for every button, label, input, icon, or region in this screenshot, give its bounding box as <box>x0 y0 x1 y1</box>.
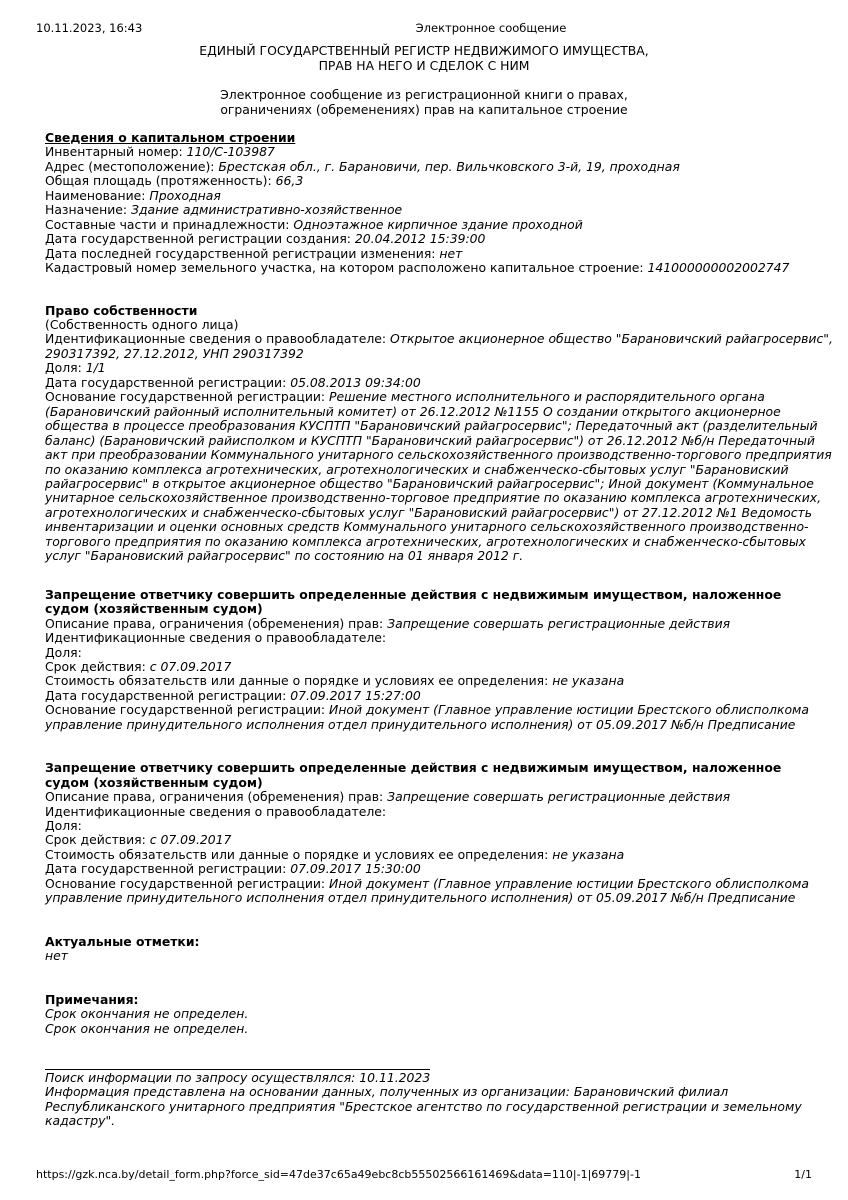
field-label: Кадастровый номер земельного участка, на котором расположено капитальное строение: <box>45 260 648 276</box>
field-value: не указана <box>552 846 625 862</box>
field-label: Стоимость обязательств или данные о порядке и условиях ее определения: <box>45 673 553 689</box>
restriction-section <box>45 761 835 906</box>
field-value: 05.08.2013 09:34:00 <box>290 374 421 390</box>
section-heading: Запрещение ответчику совершить определенные действия с недвижимым имуществом, наложенное <box>45 586 782 602</box>
field-term <box>45 660 835 674</box>
field-value: нет <box>439 245 463 261</box>
section-heading: Сведения о капитальном строении <box>45 130 296 145</box>
ownership-kind: (Собственность одного лица) <box>45 316 239 332</box>
field-value: не указана <box>552 673 625 689</box>
document-title-line: ЕДИНЫЙ ГОСУДАРСТВЕННЫЙ РЕГИСТР НЕДВИЖИМОГО ИМУЩЕСТВА, <box>199 43 649 58</box>
basis-line: агротехнологических и снабженческо-сбытовых услуг "Барановиский райагросервис") от 27.12.2012 №1 Ведомость <box>45 504 813 520</box>
document-title <box>0 44 848 73</box>
field-label: Доля: <box>45 360 86 376</box>
field-label: Общая площадь (протяженность): <box>45 173 276 189</box>
print-datetime: 10.11.2023, 16:43 <box>36 21 143 35</box>
spacer <box>45 564 835 588</box>
field-label: Назначение: <box>45 202 132 218</box>
field-value: Проходная <box>149 187 221 203</box>
basis-line: инвентаризации и оценки основных средств Коммунального унитарного сельскохозяйственного производственно- <box>45 519 809 535</box>
field-registration-basis <box>45 390 835 404</box>
field-share: Доля: <box>45 644 82 660</box>
field-label: Составные части и принадлежности: <box>45 216 294 232</box>
field-label: Стоимость обязательств или данные о порядке и условиях ее определения: <box>45 846 553 862</box>
section-heading: Запрещение ответчику совершить определенные действия с недвижимым имуществом, наложенное <box>45 760 782 776</box>
field-label: Наименование: <box>45 187 150 203</box>
field-value: 66,3 <box>275 173 304 189</box>
notes-section <box>45 993 835 1036</box>
actual-marks-value: нет <box>45 948 68 964</box>
field-label: Инвентарный номер: <box>45 144 187 160</box>
section-heading-cont: судом (хозяйственным судом) <box>45 774 263 790</box>
note-item: Срок окончания не определен. <box>45 1020 249 1036</box>
field-value: 141000000002002747 <box>647 260 790 276</box>
basis-line: услуг "Барановиский райагросервис" по состоянию на 01 января 2012 г. <box>45 548 524 564</box>
field-value: Решение местного исполнительного и распорядительного органа <box>329 389 765 405</box>
spacer <box>45 906 835 935</box>
section-heading-cont: судом (хозяйственным судом) <box>45 601 263 617</box>
footnote-section <box>45 1069 835 1129</box>
basis-line: баланс) (Барановичский райисполком и КУСПТП "Барановичский райагросервис") от 26.12.2012 №б/н Передаточный <box>45 432 815 448</box>
field-value: Открытое акционерное общество "Барановичский райагросервис", <box>390 331 833 347</box>
field-label: Срок действия: <box>45 832 150 848</box>
field-value: Здание административно-хозяйственное <box>131 202 403 218</box>
field-value: Одноэтажное кирпичное здание проходной <box>293 216 583 232</box>
basis-line: по оказанию комплекса агротехнических, агротехнологических и снабженческо-сбытовых услуг "Барановиский <box>45 461 789 477</box>
note-item: Срок окончания не определен. <box>45 1006 249 1022</box>
field-value: 110/C-103987 <box>186 144 275 160</box>
field-value: 07.09.2017 15:27:00 <box>290 687 421 703</box>
footnote-line: Поиск информации по запросу осуществлялся: 10.11.2023 <box>45 1070 431 1086</box>
field-label: Идентификационные сведения о правообладателе: <box>45 331 390 347</box>
field-value: Иной документ (Главное управление юстиции Брестского облисполкома <box>329 702 809 718</box>
restriction-section <box>45 588 835 733</box>
field-label: Адрес (местоположение): <box>45 158 219 174</box>
field-creation-registration-date <box>45 232 835 246</box>
field-rights-holder: Идентификационные сведения о правообладателе: <box>45 630 387 646</box>
field-cost <box>45 674 835 688</box>
document-subtitle <box>0 88 848 117</box>
field-rights-holder <box>45 332 835 346</box>
field-value: 1/1 <box>85 360 106 376</box>
field-rights-holder: Идентификационные сведения о правообладателе: <box>45 803 387 819</box>
field-name <box>45 189 835 203</box>
field-label: Дата государственной регистрации: <box>45 687 291 703</box>
field-restriction-description <box>45 617 835 631</box>
field-label: Описание права, ограничения (обременения) прав: <box>45 615 388 631</box>
document-subtitle-line: ограничениях (обременениях) прав на капитальное строение <box>220 101 628 117</box>
field-value: 20.04.2012 15:39:00 <box>354 231 486 247</box>
spacer <box>45 964 835 993</box>
basis-line: управление принудительного исполнения отдел принудительного исполнения) от 05.09.2017 №б/н Предписание <box>45 716 796 732</box>
field-value: Запрещение совершать регистрационные действия <box>387 615 731 631</box>
field-registration-basis <box>45 877 835 891</box>
section-heading: Право собственности <box>45 302 198 318</box>
field-registration-basis <box>45 703 835 717</box>
field-value: Запрещение совершать регистрационные действия <box>387 789 731 805</box>
field-last-change-date <box>45 247 835 261</box>
field-label: Дата государственной регистрации: <box>45 374 291 390</box>
capital-building-section <box>45 131 835 276</box>
field-value: с 07.09.2017 <box>149 658 232 674</box>
footnote-line: Информация представлена на основании данных, полученных из организации: Барановичский филиал <box>45 1084 729 1100</box>
basis-line: торгового предприятия по оказанию комплекса агротехнических, агротехнологических и снабженческо-сбытовых <box>45 533 807 549</box>
footnote-line: кадастру". <box>45 1113 116 1129</box>
field-label: Основание государственной регистрации: <box>45 702 330 718</box>
field-components <box>45 218 835 232</box>
page-number: 1/1 <box>794 1168 812 1181</box>
field-share <box>45 361 835 375</box>
field-term <box>45 833 835 847</box>
field-purpose <box>45 203 835 217</box>
basis-line: (Барановичский районный исполнительный комитет) от 26.12.2012 №1155 О создании открытого акционерное <box>45 403 781 419</box>
field-rights-holder-cont: 290317392, 27.12.2012, УНП 290317392 <box>45 345 304 361</box>
basis-line: управление принудительного исполнения отдел принудительного исполнения) от 05.09.2017 №б/н Предписание <box>45 890 796 906</box>
field-label: Дата государственной регистрации создания: <box>45 231 355 247</box>
document-body <box>45 131 835 1129</box>
field-label: Основание государственной регистрации: <box>45 389 330 405</box>
basis-line: акт при преобразовании Коммунального унитарного сельскохозяйственного производственно-торгового предприятия <box>45 447 832 463</box>
print-title: Электронное сообщение <box>415 21 567 35</box>
section-heading: Актуальные отметки: <box>45 933 200 949</box>
field-address <box>45 160 835 174</box>
field-cadastral-number <box>45 261 835 275</box>
field-label: Описание права, ограничения (обременения) прав: <box>45 789 388 805</box>
footnote-line: Республиканского унитарного предприятия "Брестское агентство по государственной регистрации и земельному <box>45 1098 802 1114</box>
spacer <box>45 1036 835 1069</box>
field-label: Дата последней государственной регистрации изменения: <box>45 245 440 261</box>
section-heading: Примечания: <box>45 991 139 1007</box>
document-title-line: ПРАВ НА НЕГО И СДЕЛОК С НИМ <box>318 57 530 73</box>
spacer <box>45 276 835 304</box>
field-value: с 07.09.2017 <box>149 832 232 848</box>
ownership-section <box>45 304 835 564</box>
basis-line: райагросервис" в открытое акционерное общество "Барановичский райагросервис"; Иной документ (Коммунальное <box>45 475 814 491</box>
field-total-area <box>45 174 835 188</box>
field-restriction-description <box>45 790 835 804</box>
field-label: Дата государственной регистрации: <box>45 861 291 877</box>
field-value: Иной документ (Главное управление юстиции Брестского облисполкома <box>329 875 809 891</box>
field-label: Срок действия: <box>45 658 150 674</box>
field-value: 07.09.2017 15:30:00 <box>290 861 421 877</box>
field-inventory-number <box>45 145 835 159</box>
field-value: Брестская обл., г. Барановичи, пер. Вильчковского 3-й, 19, проходная <box>218 158 680 174</box>
field-registration-date <box>45 376 835 390</box>
basis-line: общества в процессе преобразования КУСПТП "Барановичский райагросервис"; Передаточный акт (разделительный <box>45 418 818 434</box>
basis-line: унитарное сельскохозяйственное производственно-торговое предприятие по оказанию комплекса агротехнических, <box>45 490 822 506</box>
actual-marks-section <box>45 935 835 964</box>
field-cost <box>45 848 835 862</box>
field-label: Основание государственной регистрации: <box>45 875 330 891</box>
field-registration-date <box>45 862 835 876</box>
print-url: https://gzk.nca.by/detail_form.php?force_sid=47de37c65a49ebc8cb55502566161469&data=110|-1|69779|-1 <box>36 1168 641 1181</box>
field-share: Доля: <box>45 818 82 834</box>
document-subtitle-line: Электронное сообщение из регистрационной книги о правах, <box>220 87 628 102</box>
spacer <box>45 732 835 761</box>
field-registration-date <box>45 689 835 703</box>
